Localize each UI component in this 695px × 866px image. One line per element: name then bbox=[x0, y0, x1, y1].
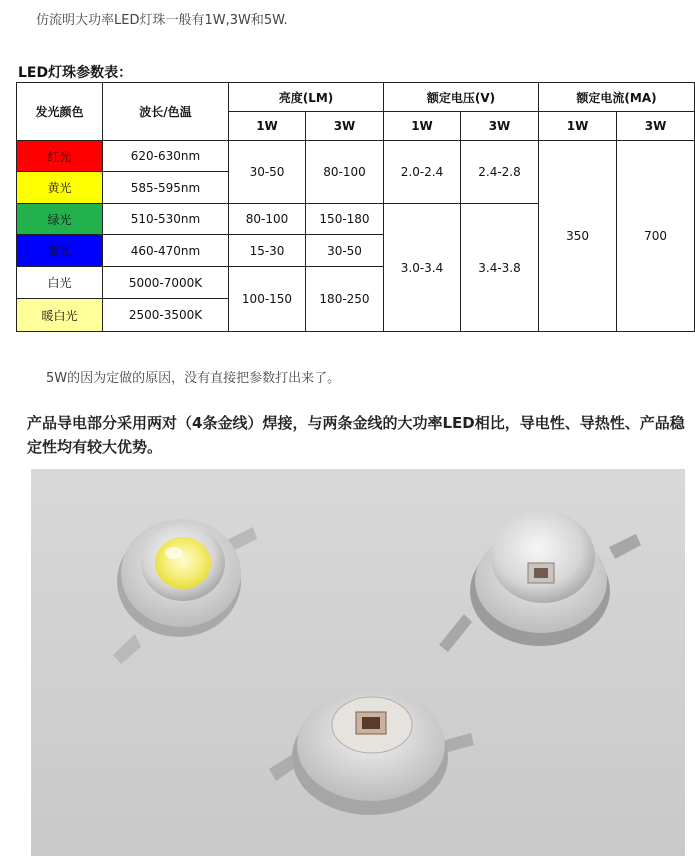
voltage-3w-cell: 3.4-3.8 bbox=[461, 204, 539, 332]
brightness-3w-cell: 80-100 bbox=[306, 141, 384, 204]
header-current: 额定电流(MA) bbox=[539, 83, 695, 112]
header-brightness-1w: 1W bbox=[229, 112, 306, 141]
header-voltage: 额定电压(V) bbox=[384, 83, 539, 112]
brightness-1w-cell: 30-50 bbox=[229, 141, 306, 204]
header-wavelength: 波长/色温 bbox=[103, 83, 229, 141]
color-cell-warm-white: 暖白光 bbox=[17, 299, 103, 332]
table-header-row bbox=[17, 83, 695, 112]
brightness-3w-cell: 30-50 bbox=[306, 235, 384, 267]
wavelength-cell: 620-630nm bbox=[103, 141, 229, 172]
brightness-1w-cell: 80-100 bbox=[229, 204, 306, 235]
color-cell-blue: 蓝光 bbox=[17, 235, 103, 267]
color-cell-green: 绿光 bbox=[17, 204, 103, 235]
brightness-1w-cell: 15-30 bbox=[229, 235, 306, 267]
table-row bbox=[17, 141, 695, 172]
color-cell-yellow: 黄光 bbox=[17, 172, 103, 204]
intro-text: 仿流明大功率LED灯珠一般有1W,3W和5W. bbox=[36, 13, 288, 28]
led-product-photo bbox=[31, 469, 685, 856]
brightness-3w-cell: 180-250 bbox=[306, 267, 384, 332]
brightness-1w-cell: 100-150 bbox=[229, 267, 306, 332]
current-1w-cell: 350 bbox=[539, 141, 617, 332]
header-voltage-3w: 3W bbox=[461, 112, 539, 141]
table-title: LED灯珠参数表： bbox=[18, 65, 133, 81]
wavelength-cell: 460-470nm bbox=[103, 235, 229, 267]
led-spec-table bbox=[16, 82, 695, 332]
note-text: 5W的因为定做的原因，没有直接把参数打出来了。 bbox=[46, 371, 341, 386]
header-brightness-3w: 3W bbox=[306, 112, 384, 141]
brightness-3w-cell: 150-180 bbox=[306, 204, 384, 235]
color-cell-red: 红光 bbox=[17, 141, 103, 172]
header-current-3w: 3W bbox=[617, 112, 695, 141]
color-cell-white: 白光 bbox=[17, 267, 103, 299]
header-brightness: 亮度(LM) bbox=[229, 83, 384, 112]
header-color: 发光颜色 bbox=[17, 83, 103, 141]
voltage-3w-cell: 2.4-2.8 bbox=[461, 141, 539, 204]
wavelength-cell: 2500-3500K bbox=[103, 299, 229, 332]
photo-caption: 产品导电部分采用两对（4条金线）焊接，与两条金线的大功率LED相比，导电性、导热性、产品稳定性均有较大优势。 bbox=[27, 414, 685, 456]
header-voltage-1w: 1W bbox=[384, 112, 461, 141]
voltage-1w-cell: 2.0-2.4 bbox=[384, 141, 461, 204]
wavelength-cell: 5000-7000K bbox=[103, 267, 229, 299]
wavelength-cell: 585-595nm bbox=[103, 172, 229, 204]
header-current-1w: 1W bbox=[539, 112, 617, 141]
current-3w-cell: 700 bbox=[617, 141, 695, 332]
wavelength-cell: 510-530nm bbox=[103, 204, 229, 235]
voltage-1w-cell: 3.0-3.4 bbox=[384, 204, 461, 332]
